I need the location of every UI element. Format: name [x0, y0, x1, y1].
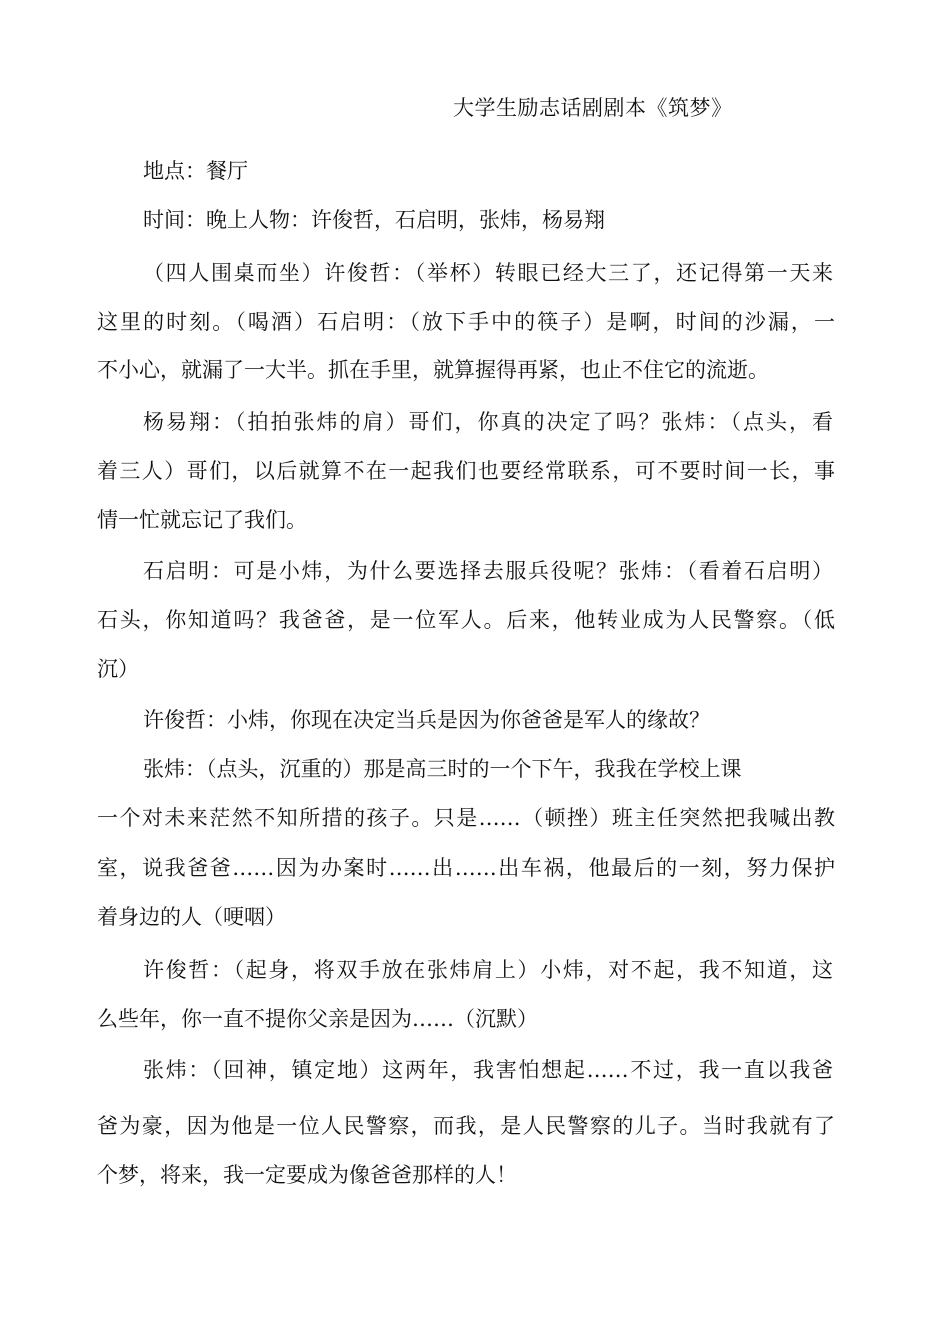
text-line: （四人围桌而坐）许俊哲：（举杯）转眼已经大三了，还记得第一天来: [143, 261, 833, 285]
text-line: 一个对未来茫然不知所措的孩子。只是……（顿挫）班主任突然把我喊出教: [97, 806, 835, 830]
text-line: 石启明：可是小炜，为什么要选择去服兵役呢？张炜：（看着石启明）: [143, 559, 833, 583]
text-line: 沉）: [97, 657, 139, 681]
text-line: 许俊哲：小炜，你现在决定当兵是因为你爸爸是军人的缘故？: [143, 708, 710, 732]
text-line: 张炜：（点头，沉重的）那是高三时的一个下午，我我在学校上课: [143, 757, 742, 781]
text-line: 着身边的人（哽咽）: [97, 905, 286, 929]
document-title: 大学生励志话剧剧本《筑梦》: [453, 96, 733, 120]
text-line: 着三人）哥们，以后就算不在一起我们也要经常联系，可不要时间一长，事: [97, 459, 835, 483]
text-line: 许俊哲：（起身，将双手放在张炜肩上）小炜，对不起，我不知道，这: [143, 958, 833, 982]
text-line: 不小心，就漏了一大半。抓在手里，就算握得再紧，也止不住它的流逝。: [97, 358, 769, 382]
text-line: 室，说我爸爸……因为办案时……出……出车祸，他最后的一刻，努力保护: [97, 856, 835, 880]
text-line: 情一忙就忘记了我们。: [97, 508, 307, 532]
text-line: 杨易翔：（拍拍张炜的肩）哥们，你真的决定了吗？张炜：（点头，看: [143, 410, 833, 434]
text-line: 张炜：（回神，镇定地）这两年，我害怕想起……不过，我一直以我爸: [143, 1058, 833, 1082]
text-line: 个梦，将来，我一定要成为像爸爸那样的人！: [97, 1163, 517, 1187]
text-line: 么些年，你一直不提你父亲是因为……（沉默）: [97, 1007, 538, 1031]
text-line: 爸为豪，因为他是一位人民警察，而我，是人民警察的儿子。当时我就有了: [97, 1114, 835, 1138]
text-line: 石头，你知道吗？我爸爸，是一位军人。后来，他转业成为人民警察。（低: [97, 608, 835, 632]
text-line: 时间：晚上人物：许俊哲，石启明，张炜，杨易翔: [143, 208, 605, 232]
text-line: 地点：餐厅: [143, 159, 248, 183]
text-line: 这里的时刻。（喝酒）石启明：（放下手中的筷子）是啊，时间的沙漏，一: [97, 310, 835, 334]
